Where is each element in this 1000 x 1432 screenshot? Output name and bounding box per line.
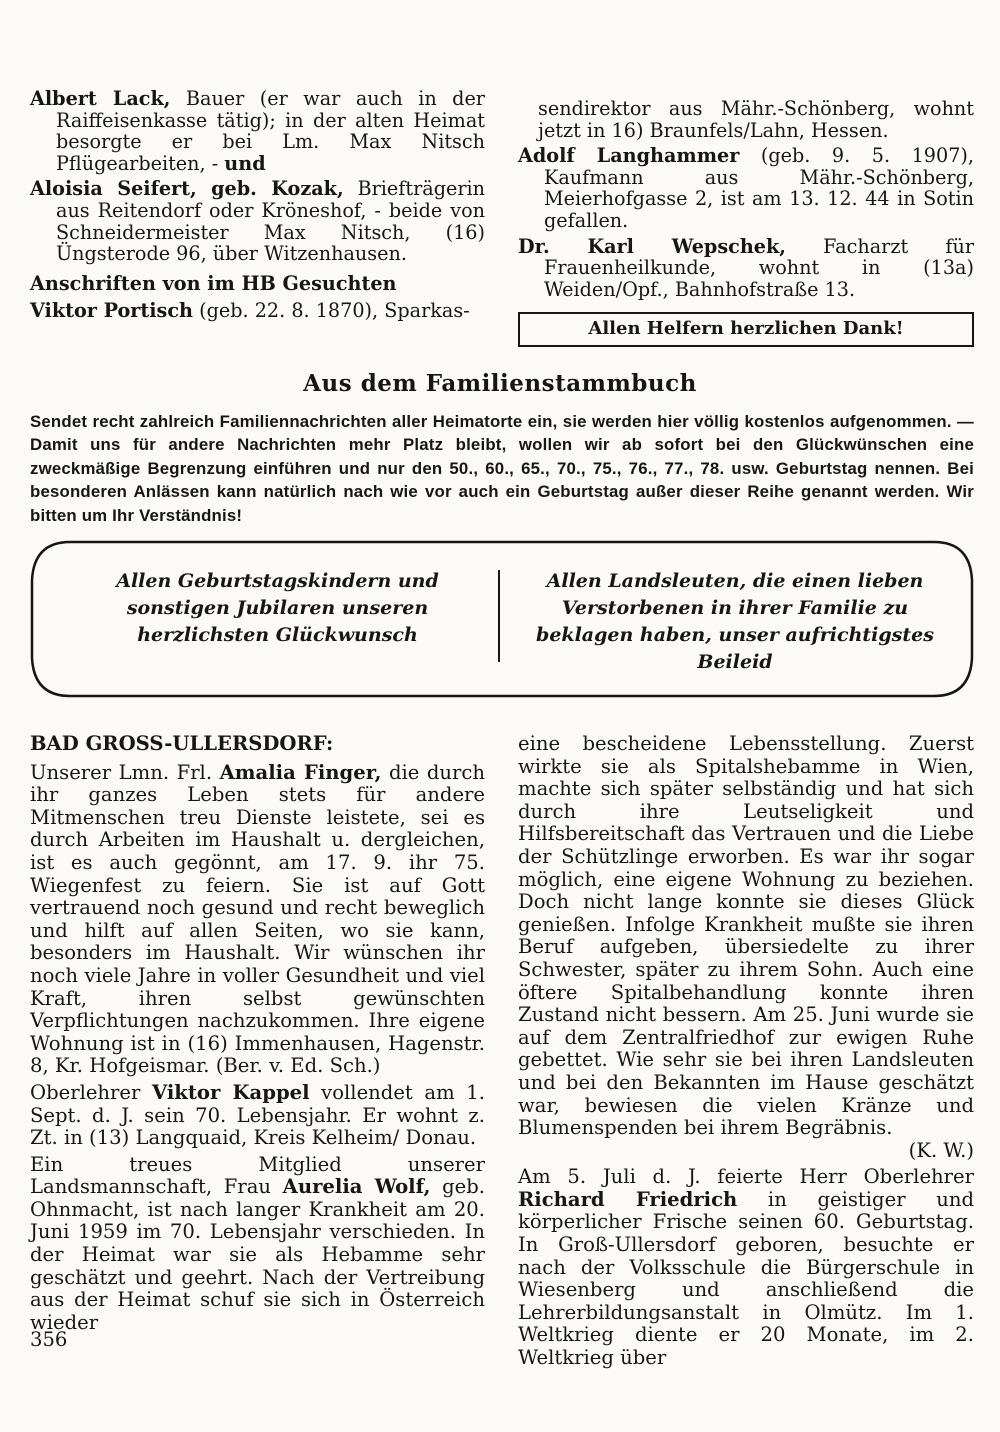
entry-text: vollendet am 1. Sept. d. J. sein 70. Lebensjahr. Er wohnt z. Zt. in (13) Langquaid, Kreis Kelheim/ Donau. [30, 1080, 485, 1150]
entry-prefix: Unserer Lmn. Frl. [30, 760, 220, 784]
page-number: 356 [30, 1328, 68, 1351]
entry-text: Facharzt für Frauenheilkunde, wohnt in (13a) Weiden/Opf., Bahnhofstraße 13. [544, 234, 974, 301]
entry-text: in geistiger und körperlicher Frische seinen 60. Geburtstag. In Groß-Ullersdorf geboren, besuchte er nach der Volksschule die Bürgerschule in Wiesenberg und anschließend die Lehrerbildungsanstalt in Olmütz. Im 1. Weltkrieg diente er 20 Monate, im 2. Weltkrieg über [518, 1187, 974, 1370]
subheading-addresses: Anschriften von im HB Gesuchten [30, 271, 397, 295]
bottom-left-column [30, 733, 485, 1338]
entry-albert-lack [30, 88, 485, 174]
notice-paragraph: Sendet recht zahlreich Familiennachrichten aller Heimatorte ein, sie werden hier völlig kostenlos aufgenommen. — Damit uns für andere Nachrichten mehr Platz bleibt, wollen wir ab sofort bei den Glückwünschen eine zweckmäßige Begrenzung einführen und nur den 50., 60., 65., 70., 75., 76., 77., 78. usw. Geburtstag nennen. Bei besonderen Anlässen kann natürlich nach wie vor auch ein Geburtstag außer dieser Reihe genannt werden. Wir bitten um Ihr Verständnis! [30, 412, 974, 525]
entry-amalia-finger [30, 762, 485, 1078]
entry-name: Richard Friedrich [518, 1187, 738, 1211]
entry-text: Bauer (er war auch in der Raiffeisenkasse tätig); in der alten Heimat besorgte er bei Lm. Max Nitsch Pflügearbeiten, - [56, 87, 485, 175]
entry-aurelia-wolf-continued [518, 733, 974, 1162]
entry-prefix: Ein treues Mitglied unserer Landsmannschaft, Frau [30, 1152, 485, 1199]
entry-name: Dr. Karl Wepschek, [518, 234, 786, 258]
entry-text: die durch ihr ganzes Leben stets für andere Mitmenschen treu Dienste leistete, sei es durch Arbeiten im Haushalt u. dergleichen, ist es auch gegönnt, am 17. 9. ihr 75. Wiegenfest zu feiern. Sie ist auf Gott vertrauend noch gesund und recht beweglich und hilft auf allen Seiten, wo sie kann, besonders im Haushalt. Wir wünschen ihr noch viele Jahre in voller Gesundheit und viel Kraft, ihren selbst gewünschten Verpflichtungen nachzukommen. Ihre eigene Wohnung ist in (16) Immenhausen, Hagenstr. 8, Kr. Hofgeismar. (Ber. v. Ed. Sch.) [30, 760, 485, 1078]
entry-text: (geb. 9. 5. 1907), Kaufmann aus Mähr.-Schönberg, Meierhofgasse 2, ist am 13. 12. 44 in Sotin gefallen. [544, 144, 975, 232]
entry-prefix: Oberlehrer [30, 1080, 152, 1104]
entry-aloisia-seifert [30, 178, 485, 264]
section-title: Aus dem Familienstammbuch [303, 370, 697, 397]
greeting-birthdays: Allen Geburtstagskindern und sonstigen Jubilaren unseren herzlichsten Glückwunsch [116, 570, 439, 646]
entry-name: Amalia Finger, [219, 760, 382, 784]
top-left-column [30, 88, 485, 326]
entry-name: Albert Lack, [30, 87, 171, 110]
bottom-right-column [518, 733, 974, 1374]
entry-text: Briefträgerin aus Reitendorf oder Kröneshof, - beide von Schneidermeister Max Nitsch, (16) Üngsterode 96, über Witzenhausen. [56, 177, 486, 266]
entry-name: Viktor Kappel [152, 1080, 310, 1104]
entry-karl-wepschek [518, 236, 974, 301]
entry-text: eine bescheidene Lebensstellung. Zuerst wirkte sie als Spitalshebamme in Wien, machte sich später selbständig und hat sich durch ihre Leutseligkeit und Hilfsbereitschaft das Vertrauen und die Liebe der Schützlinge erworben. Es war ihr sogar möglich, eine eigene Wohnung zu beziehen. Doch nicht lange konnte sie dieses Glück genießen. Infolge Krankheit mußte sie ihren Beruf aufgeben, übersiedelte zu ihrer Schwester, später zu ihrem Sohn. Auch eine öftere Spitalbehandlung konnte ihren Zustand nicht bessern. Am 25. Juni wurde sie auf dem Zentralfriedhof zur ewigen Ruhe gebettet. Wie sehr sie bei ihren Landsleuten und bei den Bekannten im Hause geschätzt war, bewiesen die vielen Kränze und Blumenspenden bei ihrem Begräbnis. [518, 732, 974, 1140]
entry-signature: (K. W.) [908, 1138, 974, 1162]
entry-viktor-portisch [30, 300, 485, 322]
top-right-column [518, 98, 974, 347]
entry-continuation: sendirektor aus Mähr.-Schönberg, wohnt jetzt in 16) Braunfels/Lahn, Hessen. [538, 97, 974, 142]
entry-conjunction: und [224, 151, 266, 175]
location-heading: BAD GROSS-ULLERSDORF: [30, 732, 334, 755]
entry-name: Viktor Portisch [30, 299, 193, 323]
greetings-frame [30, 540, 974, 698]
entry-aurelia-wolf [30, 1154, 485, 1335]
greeting-condolences: Allen Landsleuten, die einen lieben Verstorbenen in ihrer Familie zu beklagen haben, unser aufrichtigstes Beileid [536, 570, 934, 673]
entry-prefix: Am 5. Juli d. J. feierte Herr Oberlehrer [518, 1165, 974, 1189]
entry-name: Adolf Langhammer [518, 144, 740, 168]
entry-richard-friedrich [518, 1166, 974, 1369]
entry-viktor-kappel [30, 1082, 485, 1150]
entry-text: geb. Ohnmacht, ist nach langer Krankheit am 20. Juni 1959 im 70. Lebensjahr verschieden. In der Heimat war sie als Hebamme sehr geschätzt und geehrt. Nach der Vertreibung aus der Heimat schuf sie sich in Österreich wieder [30, 1175, 485, 1334]
entry-name: Aurelia Wolf, [282, 1175, 431, 1199]
thanks-box: Allen Helfern herzlichen Dank! [518, 312, 974, 347]
entry-name: Aloisia Seifert, geb. Kozak, [30, 177, 344, 201]
greetings-divider [498, 570, 500, 662]
entry-text: (geb. 22. 8. 1870), Sparkas- [193, 299, 470, 323]
entry-adolf-langhammer [518, 145, 974, 231]
